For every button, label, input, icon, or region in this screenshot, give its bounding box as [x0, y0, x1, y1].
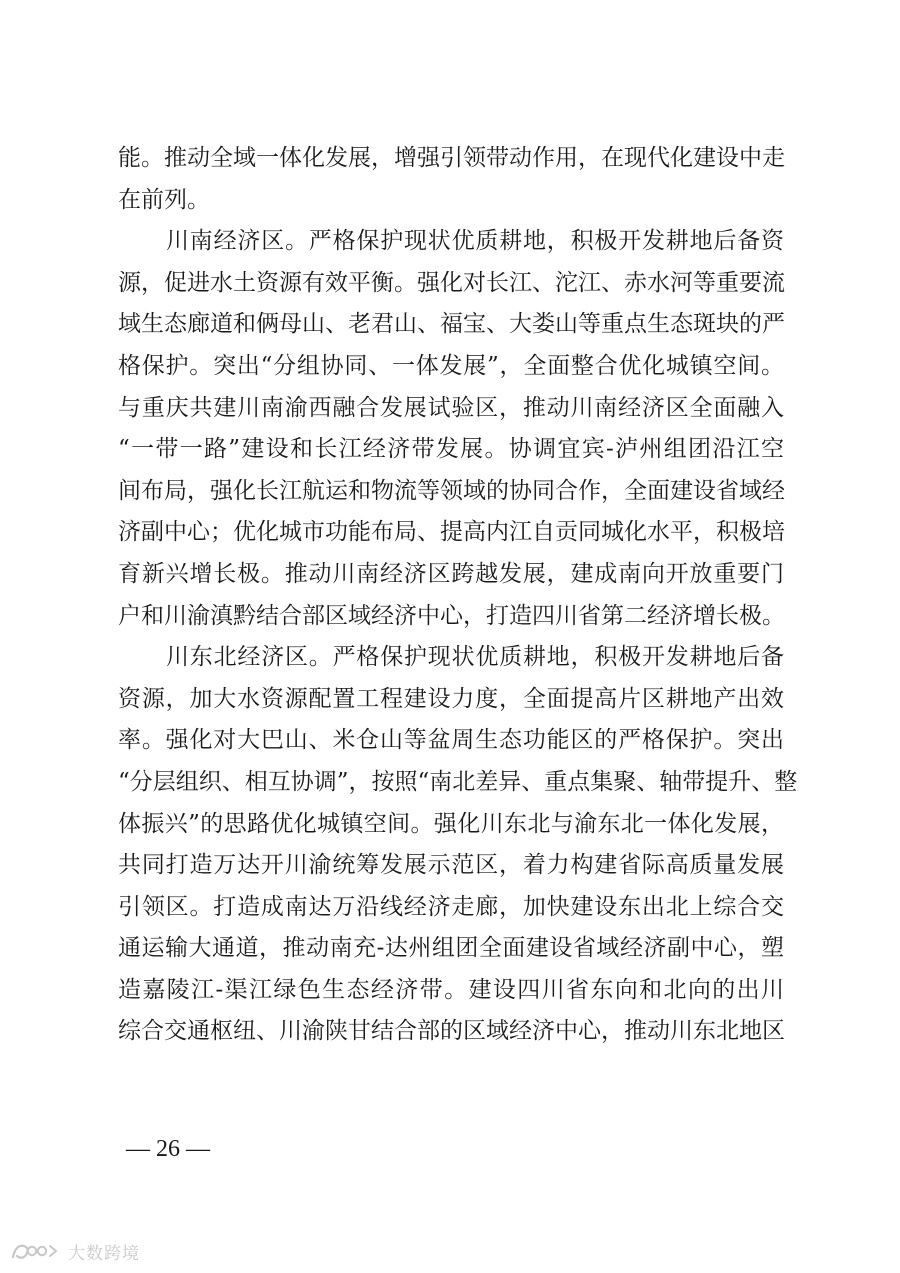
- text-line-22: 综合交通枢纽、川渝陕甘结合部的区域经济中心，推动川东北地区: [118, 1018, 785, 1045]
- text-line-1: 能。推动全域一体化发展，增强引领带动作用，在现代化建设中走: [118, 145, 785, 171]
- text-line-6: 格保护。突出“分组协同、一体发展”，全面整合优化城镇空间。: [118, 352, 784, 379]
- text-line-19: 引领区。打造成南达万沿线经济走廊，加快建设东出北上综合交: [118, 893, 784, 920]
- text-line-9: 间布局，强化长江航运和物流等领域的协同合作，全面建设省域经: [118, 477, 785, 504]
- text-line-11: 育新兴增长极。推动川南经济区跨越发展，建成南向开放重要门: [118, 560, 784, 587]
- text-line-4: 源，促进水土资源有效平衡。强化对长江、沱江、赤水河等重要流: [118, 269, 785, 296]
- text-line-18: 共同打造万达开川渝统筹发展示范区，着力构建省际高质量发展: [118, 852, 784, 879]
- text-line-8: “一带一路”建设和长江经济带发展。协调宜宾-泸州组团沿江空: [118, 436, 784, 463]
- text-line-3: 川南经济区。严格保护现状优质耕地，积极开发耕地后备资: [166, 228, 784, 255]
- text-line-13: 川东北经济区。严格保护现状优质耕地，积极开发耕地后备: [166, 644, 784, 671]
- text-line-10: 济副中心；优化城市功能布局、提高内江自贡同城化水平，积极培: [118, 519, 785, 546]
- text-line-7: 与重庆共建川南渝西融合发展试验区，推动川南经济区全面融入: [118, 394, 784, 421]
- watermark-text: 大数跨境: [68, 1243, 140, 1264]
- text-line-17: 体振兴”的思路优化城镇空间。强化川东北与渝东北一体化发展，: [118, 810, 784, 837]
- text-line-14: 资源，加大水资源配置工程建设力度，全面提高片区耕地产出效: [118, 685, 784, 712]
- text-line-12: 户和川渝滇黔结合部区域经济中心，打造四川省第二经济增长极。: [118, 602, 785, 629]
- text-line-15: 率。强化对大巴山、米仓山等盆周生态功能区的严格保护。突出: [118, 727, 784, 754]
- text-line-20: 通运输大通道，推动南充-达州组团全面建设省域经济副中心，塑: [118, 935, 784, 962]
- text-line-16: “分层组织、相互协调”，按照“南北差异、重点集聚、轴带提升、整: [118, 768, 798, 795]
- watermark-logo-icon: [10, 1240, 64, 1262]
- page-number: — 26 —: [126, 1136, 210, 1162]
- document-body: [118, 138, 798, 1053]
- watermark: [10, 1238, 140, 1264]
- text-line-21: 造嘉陵江-渠江绿色生态经济带。建设四川省东向和北向的出川: [118, 976, 784, 1003]
- text-line-5: 域生态廊道和俩母山、老君山、福宝、大娄山等重点生态斑块的严: [118, 311, 785, 338]
- text-line-2: 在前列。: [118, 186, 210, 213]
